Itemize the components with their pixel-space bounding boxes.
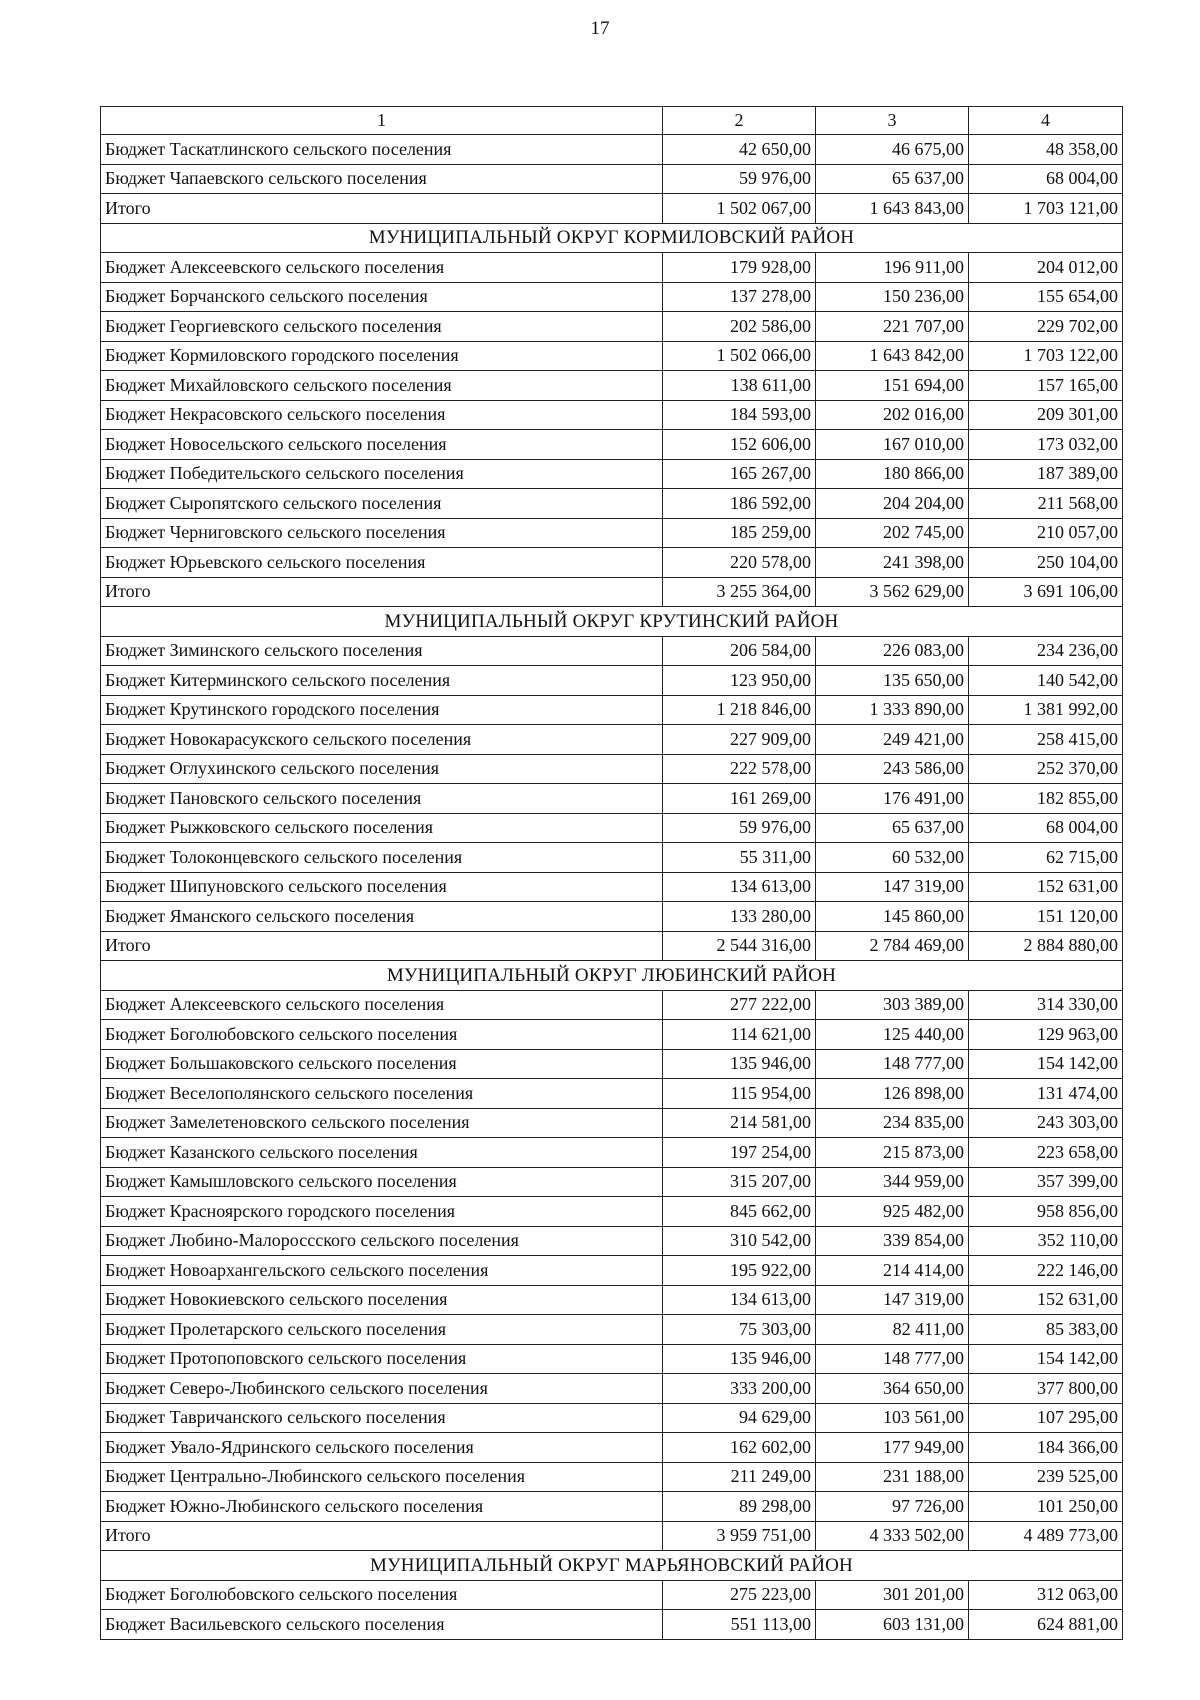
budget-name: Бюджет Пролетарского сельского поселения bbox=[101, 1315, 663, 1345]
budget-name: Бюджет Новокарасукского сельского поселения bbox=[101, 725, 663, 755]
amount-col-4: 68 004,00 bbox=[969, 813, 1123, 843]
budget-table bbox=[100, 106, 1123, 1640]
table-row bbox=[101, 459, 1123, 489]
total-row bbox=[101, 577, 1123, 607]
total-row bbox=[101, 931, 1123, 961]
amount-col-2: 275 223,00 bbox=[663, 1580, 816, 1610]
amount-col-4: 129 963,00 bbox=[969, 1020, 1123, 1050]
table-row bbox=[101, 695, 1123, 725]
budget-name: Бюджет Увало-Ядринского сельского поселения bbox=[101, 1433, 663, 1463]
budget-name: Бюджет Крутинского городского поселения bbox=[101, 695, 663, 725]
amount-col-2: 315 207,00 bbox=[663, 1167, 816, 1197]
section-heading: МУНИЦИПАЛЬНЫЙ ОКРУГ ЛЮБИНСКИЙ РАЙОН bbox=[101, 961, 1123, 991]
table-row bbox=[101, 341, 1123, 371]
amount-col-2: 165 267,00 bbox=[663, 459, 816, 489]
budget-name: Бюджет Веселополянского сельского поселения bbox=[101, 1079, 663, 1109]
amount-col-4: 243 303,00 bbox=[969, 1108, 1123, 1138]
amount-col-4: 209 301,00 bbox=[969, 400, 1123, 430]
table-row bbox=[101, 1285, 1123, 1315]
amount-col-4: 154 142,00 bbox=[969, 1049, 1123, 1079]
amount-col-3: 226 083,00 bbox=[816, 636, 969, 666]
amount-col-2: 179 928,00 bbox=[663, 253, 816, 283]
table-row bbox=[101, 1580, 1123, 1610]
total-row bbox=[101, 1521, 1123, 1551]
amount-col-2: 1 218 846,00 bbox=[663, 695, 816, 725]
table-row bbox=[101, 1167, 1123, 1197]
table-row bbox=[101, 489, 1123, 519]
amount-col-3: 1 333 890,00 bbox=[816, 695, 969, 725]
budget-name: Бюджет Китерминского сельского поселения bbox=[101, 666, 663, 696]
amount-col-2: 59 976,00 bbox=[663, 813, 816, 843]
amount-col-3: 147 319,00 bbox=[816, 1285, 969, 1315]
total-label: Итого bbox=[101, 194, 663, 224]
amount-col-3: 303 389,00 bbox=[816, 990, 969, 1020]
amount-col-2: 42 650,00 bbox=[663, 135, 816, 165]
amount-col-4: 357 399,00 bbox=[969, 1167, 1123, 1197]
table-row bbox=[101, 754, 1123, 784]
table-row bbox=[101, 253, 1123, 283]
table-row bbox=[101, 1256, 1123, 1286]
table-row bbox=[101, 1462, 1123, 1492]
amount-col-2: 3 959 751,00 bbox=[663, 1521, 816, 1551]
budget-name: Бюджет Замелетеновского сельского поселения bbox=[101, 1108, 663, 1138]
amount-col-2: 2 544 316,00 bbox=[663, 931, 816, 961]
amount-col-3: 147 319,00 bbox=[816, 872, 969, 902]
amount-col-4: 210 057,00 bbox=[969, 518, 1123, 548]
amount-col-4: 229 702,00 bbox=[969, 312, 1123, 342]
amount-col-4: 204 012,00 bbox=[969, 253, 1123, 283]
amount-col-2: 186 592,00 bbox=[663, 489, 816, 519]
amount-col-3: 148 777,00 bbox=[816, 1049, 969, 1079]
budget-name: Бюджет Борчанского сельского поселения bbox=[101, 282, 663, 312]
amount-col-2: 123 950,00 bbox=[663, 666, 816, 696]
total-label: Итого bbox=[101, 577, 663, 607]
amount-col-4: 252 370,00 bbox=[969, 754, 1123, 784]
amount-col-4: 312 063,00 bbox=[969, 1580, 1123, 1610]
budget-name: Бюджет Алексеевского сельского поселения bbox=[101, 990, 663, 1020]
budget-name: Бюджет Боголюбовского сельского поселения bbox=[101, 1020, 663, 1050]
amount-col-3: 176 491,00 bbox=[816, 784, 969, 814]
budget-name: Бюджет Шипуновского сельского поселения bbox=[101, 872, 663, 902]
table-row bbox=[101, 518, 1123, 548]
amount-col-3: 65 637,00 bbox=[816, 164, 969, 194]
amount-col-4: 222 146,00 bbox=[969, 1256, 1123, 1286]
amount-col-3: 214 414,00 bbox=[816, 1256, 969, 1286]
amount-col-2: 94 629,00 bbox=[663, 1403, 816, 1433]
amount-col-3: 103 561,00 bbox=[816, 1403, 969, 1433]
budget-name: Бюджет Боголюбовского сельского поселения bbox=[101, 1580, 663, 1610]
amount-col-3: 126 898,00 bbox=[816, 1079, 969, 1109]
total-row bbox=[101, 194, 1123, 224]
table-row bbox=[101, 1020, 1123, 1050]
budget-name: Бюджет Георгиевского сельского поселения bbox=[101, 312, 663, 342]
amount-col-3: 135 650,00 bbox=[816, 666, 969, 696]
budget-name: Бюджет Толоконцевского сельского поселения bbox=[101, 843, 663, 873]
amount-col-4: 4 489 773,00 bbox=[969, 1521, 1123, 1551]
amount-col-3: 339 854,00 bbox=[816, 1226, 969, 1256]
amount-col-4: 314 330,00 bbox=[969, 990, 1123, 1020]
amount-col-3: 202 745,00 bbox=[816, 518, 969, 548]
amount-col-4: 3 691 106,00 bbox=[969, 577, 1123, 607]
table-row bbox=[101, 1197, 1123, 1227]
budget-name: Бюджет Камышловского сельского поселения bbox=[101, 1167, 663, 1197]
table-row bbox=[101, 430, 1123, 460]
budget-name: Бюджет Тавричанского сельского поселения bbox=[101, 1403, 663, 1433]
budget-name: Бюджет Михайловского сельского поселения bbox=[101, 371, 663, 401]
table-row bbox=[101, 725, 1123, 755]
amount-col-2: 227 909,00 bbox=[663, 725, 816, 755]
budget-name: Бюджет Сыропятского сельского поселения bbox=[101, 489, 663, 519]
amount-col-3: 241 398,00 bbox=[816, 548, 969, 578]
amount-col-4: 173 032,00 bbox=[969, 430, 1123, 460]
amount-col-2: 195 922,00 bbox=[663, 1256, 816, 1286]
amount-col-3: 215 873,00 bbox=[816, 1138, 969, 1168]
amount-col-4: 101 250,00 bbox=[969, 1492, 1123, 1522]
amount-col-3: 344 959,00 bbox=[816, 1167, 969, 1197]
header-cell: 4 bbox=[969, 107, 1123, 135]
budget-name: Бюджет Кормиловского городского поселения bbox=[101, 341, 663, 371]
amount-col-3: 4 333 502,00 bbox=[816, 1521, 969, 1551]
amount-col-4: 211 568,00 bbox=[969, 489, 1123, 519]
amount-col-4: 352 110,00 bbox=[969, 1226, 1123, 1256]
section-heading: МУНИЦИПАЛЬНЫЙ ОКРУГ КОРМИЛОВСКИЙ РАЙОН bbox=[101, 223, 1123, 253]
amount-col-2: 162 602,00 bbox=[663, 1433, 816, 1463]
amount-col-3: 196 911,00 bbox=[816, 253, 969, 283]
table-header-row bbox=[101, 107, 1123, 135]
amount-col-3: 65 637,00 bbox=[816, 813, 969, 843]
amount-col-3: 925 482,00 bbox=[816, 1197, 969, 1227]
amount-col-2: 310 542,00 bbox=[663, 1226, 816, 1256]
amount-col-3: 151 694,00 bbox=[816, 371, 969, 401]
table-row bbox=[101, 843, 1123, 873]
amount-col-4: 223 658,00 bbox=[969, 1138, 1123, 1168]
section-heading: МУНИЦИПАЛЬНЫЙ ОКРУГ МАРЬЯНОВСКИЙ РАЙОН bbox=[101, 1551, 1123, 1581]
amount-col-4: 258 415,00 bbox=[969, 725, 1123, 755]
amount-col-2: 3 255 364,00 bbox=[663, 577, 816, 607]
amount-col-4: 1 381 992,00 bbox=[969, 695, 1123, 725]
amount-col-2: 211 249,00 bbox=[663, 1462, 816, 1492]
budget-name: Бюджет Казанского сельского поселения bbox=[101, 1138, 663, 1168]
budget-name: Бюджет Южно-Любинского сельского поселения bbox=[101, 1492, 663, 1522]
amount-col-3: 125 440,00 bbox=[816, 1020, 969, 1050]
budget-name: Бюджет Новоархангельского сельского поселения bbox=[101, 1256, 663, 1286]
table-row bbox=[101, 813, 1123, 843]
amount-col-2: 277 222,00 bbox=[663, 990, 816, 1020]
amount-col-3: 150 236,00 bbox=[816, 282, 969, 312]
amount-col-2: 134 613,00 bbox=[663, 872, 816, 902]
amount-col-3: 1 643 842,00 bbox=[816, 341, 969, 371]
budget-name: Бюджет Красноярского городского поселения bbox=[101, 1197, 663, 1227]
table-row bbox=[101, 636, 1123, 666]
table-row bbox=[101, 282, 1123, 312]
budget-name: Бюджет Зиминского сельского поселения bbox=[101, 636, 663, 666]
amount-col-3: 46 675,00 bbox=[816, 135, 969, 165]
amount-col-2: 161 269,00 bbox=[663, 784, 816, 814]
amount-col-2: 206 584,00 bbox=[663, 636, 816, 666]
amount-col-3: 234 835,00 bbox=[816, 1108, 969, 1138]
table-row bbox=[101, 1492, 1123, 1522]
table-row bbox=[101, 1374, 1123, 1404]
amount-col-3: 177 949,00 bbox=[816, 1433, 969, 1463]
amount-col-3: 364 650,00 bbox=[816, 1374, 969, 1404]
amount-col-4: 140 542,00 bbox=[969, 666, 1123, 696]
table-row bbox=[101, 1108, 1123, 1138]
total-label: Итого bbox=[101, 1521, 663, 1551]
table-row bbox=[101, 902, 1123, 932]
table-row bbox=[101, 1079, 1123, 1109]
header-cell: 1 bbox=[101, 107, 663, 135]
amount-col-4: 958 856,00 bbox=[969, 1197, 1123, 1227]
amount-col-3: 180 866,00 bbox=[816, 459, 969, 489]
amount-col-4: 131 474,00 bbox=[969, 1079, 1123, 1109]
table-row bbox=[101, 1433, 1123, 1463]
section-heading: МУНИЦИПАЛЬНЫЙ ОКРУГ КРУТИНСКИЙ РАЙОН bbox=[101, 607, 1123, 637]
amount-col-3: 204 204,00 bbox=[816, 489, 969, 519]
amount-col-4: 184 366,00 bbox=[969, 1433, 1123, 1463]
section-heading-row bbox=[101, 607, 1123, 637]
amount-col-4: 624 881,00 bbox=[969, 1610, 1123, 1640]
budget-name: Бюджет Черниговского сельского поселения bbox=[101, 518, 663, 548]
amount-col-2: 59 976,00 bbox=[663, 164, 816, 194]
budget-name: Бюджет Юрьевского сельского поселения bbox=[101, 548, 663, 578]
amount-col-3: 603 131,00 bbox=[816, 1610, 969, 1640]
amount-col-4: 68 004,00 bbox=[969, 164, 1123, 194]
amount-col-4: 85 383,00 bbox=[969, 1315, 1123, 1345]
amount-col-2: 220 578,00 bbox=[663, 548, 816, 578]
budget-name: Бюджет Оглухинского сельского поселения bbox=[101, 754, 663, 784]
table-row bbox=[101, 990, 1123, 1020]
section-heading-row bbox=[101, 961, 1123, 991]
budget-name: Бюджет Пановского сельского поселения bbox=[101, 784, 663, 814]
budget-name: Бюджет Некрасовского сельского поселения bbox=[101, 400, 663, 430]
table-row bbox=[101, 548, 1123, 578]
amount-col-2: 222 578,00 bbox=[663, 754, 816, 784]
table-row bbox=[101, 784, 1123, 814]
amount-col-2: 197 254,00 bbox=[663, 1138, 816, 1168]
amount-col-3: 301 201,00 bbox=[816, 1580, 969, 1610]
amount-col-2: 1 502 067,00 bbox=[663, 194, 816, 224]
header-cell: 3 bbox=[816, 107, 969, 135]
amount-col-2: 185 259,00 bbox=[663, 518, 816, 548]
total-label: Итого bbox=[101, 931, 663, 961]
budget-name: Бюджет Таскатлинского сельского поселения bbox=[101, 135, 663, 165]
budget-name: Бюджет Большаковского сельского поселения bbox=[101, 1049, 663, 1079]
budget-name: Бюджет Любино-Малороссского сельского поселения bbox=[101, 1226, 663, 1256]
budget-name: Бюджет Северо-Любинского сельского поселения bbox=[101, 1374, 663, 1404]
amount-col-2: 184 593,00 bbox=[663, 400, 816, 430]
amount-col-2: 89 298,00 bbox=[663, 1492, 816, 1522]
amount-col-2: 202 586,00 bbox=[663, 312, 816, 342]
amount-col-3: 82 411,00 bbox=[816, 1315, 969, 1345]
budget-name: Бюджет Васильевского сельского поселения bbox=[101, 1610, 663, 1640]
amount-col-2: 134 613,00 bbox=[663, 1285, 816, 1315]
amount-col-2: 75 303,00 bbox=[663, 1315, 816, 1345]
budget-name: Бюджет Алексеевского сельского поселения bbox=[101, 253, 663, 283]
amount-col-4: 1 703 121,00 bbox=[969, 194, 1123, 224]
amount-col-4: 182 855,00 bbox=[969, 784, 1123, 814]
amount-col-2: 114 621,00 bbox=[663, 1020, 816, 1050]
amount-col-3: 249 421,00 bbox=[816, 725, 969, 755]
budget-name: Бюджет Центрально-Любинского сельского поселения bbox=[101, 1462, 663, 1492]
amount-col-2: 115 954,00 bbox=[663, 1079, 816, 1109]
amount-col-4: 157 165,00 bbox=[969, 371, 1123, 401]
budget-name: Бюджет Протопоповского сельского поселения bbox=[101, 1344, 663, 1374]
table-row bbox=[101, 1403, 1123, 1433]
amount-col-2: 135 946,00 bbox=[663, 1049, 816, 1079]
amount-col-3: 243 586,00 bbox=[816, 754, 969, 784]
amount-col-3: 2 784 469,00 bbox=[816, 931, 969, 961]
table-row bbox=[101, 872, 1123, 902]
budget-name: Бюджет Рыжковского сельского поселения bbox=[101, 813, 663, 843]
amount-col-4: 1 703 122,00 bbox=[969, 341, 1123, 371]
budget-name: Бюджет Новокиевского сельского поселения bbox=[101, 1285, 663, 1315]
budget-name: Бюджет Чапаевского сельского поселения bbox=[101, 164, 663, 194]
amount-col-4: 377 800,00 bbox=[969, 1374, 1123, 1404]
budget-name: Бюджет Яманского сельского поселения bbox=[101, 902, 663, 932]
amount-col-2: 133 280,00 bbox=[663, 902, 816, 932]
amount-col-4: 152 631,00 bbox=[969, 872, 1123, 902]
amount-col-4: 107 295,00 bbox=[969, 1403, 1123, 1433]
amount-col-4: 239 525,00 bbox=[969, 1462, 1123, 1492]
amount-col-4: 62 715,00 bbox=[969, 843, 1123, 873]
amount-col-3: 148 777,00 bbox=[816, 1344, 969, 1374]
amount-col-4: 152 631,00 bbox=[969, 1285, 1123, 1315]
amount-col-3: 145 860,00 bbox=[816, 902, 969, 932]
page-number: 17 bbox=[590, 18, 610, 39]
table-row bbox=[101, 400, 1123, 430]
amount-col-3: 97 726,00 bbox=[816, 1492, 969, 1522]
table-row bbox=[101, 1049, 1123, 1079]
table-row bbox=[101, 1226, 1123, 1256]
table-row bbox=[101, 371, 1123, 401]
amount-col-2: 551 113,00 bbox=[663, 1610, 816, 1640]
amount-col-4: 2 884 880,00 bbox=[969, 931, 1123, 961]
header-cell: 2 bbox=[663, 107, 816, 135]
table-row bbox=[101, 164, 1123, 194]
amount-col-2: 137 278,00 bbox=[663, 282, 816, 312]
section-heading-row bbox=[101, 1551, 1123, 1581]
amount-col-2: 1 502 066,00 bbox=[663, 341, 816, 371]
table-row bbox=[101, 135, 1123, 165]
amount-col-4: 250 104,00 bbox=[969, 548, 1123, 578]
amount-col-4: 234 236,00 bbox=[969, 636, 1123, 666]
amount-col-2: 214 581,00 bbox=[663, 1108, 816, 1138]
table-row bbox=[101, 666, 1123, 696]
amount-col-2: 138 611,00 bbox=[663, 371, 816, 401]
budget-name: Бюджет Победительского сельского поселения bbox=[101, 459, 663, 489]
table-row bbox=[101, 312, 1123, 342]
amount-col-3: 60 532,00 bbox=[816, 843, 969, 873]
amount-col-4: 48 358,00 bbox=[969, 135, 1123, 165]
amount-col-3: 1 643 843,00 bbox=[816, 194, 969, 224]
amount-col-3: 231 188,00 bbox=[816, 1462, 969, 1492]
amount-col-2: 152 606,00 bbox=[663, 430, 816, 460]
amount-col-2: 55 311,00 bbox=[663, 843, 816, 873]
section-heading-row bbox=[101, 223, 1123, 253]
amount-col-3: 202 016,00 bbox=[816, 400, 969, 430]
amount-col-2: 135 946,00 bbox=[663, 1344, 816, 1374]
amount-col-4: 155 654,00 bbox=[969, 282, 1123, 312]
amount-col-3: 3 562 629,00 bbox=[816, 577, 969, 607]
amount-col-3: 221 707,00 bbox=[816, 312, 969, 342]
budget-name: Бюджет Новосельского сельского поселения bbox=[101, 430, 663, 460]
amount-col-3: 167 010,00 bbox=[816, 430, 969, 460]
amount-col-2: 333 200,00 bbox=[663, 1374, 816, 1404]
table-row bbox=[101, 1344, 1123, 1374]
table-row bbox=[101, 1138, 1123, 1168]
table-row bbox=[101, 1610, 1123, 1640]
amount-col-4: 154 142,00 bbox=[969, 1344, 1123, 1374]
amount-col-4: 187 389,00 bbox=[969, 459, 1123, 489]
table-row bbox=[101, 1315, 1123, 1345]
amount-col-2: 845 662,00 bbox=[663, 1197, 816, 1227]
amount-col-4: 151 120,00 bbox=[969, 902, 1123, 932]
